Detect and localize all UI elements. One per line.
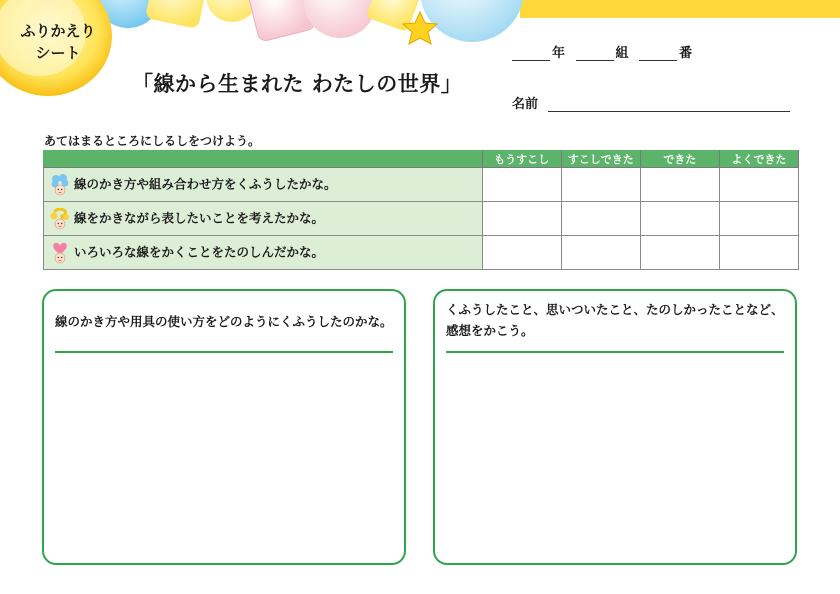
pink-heart-character-icon <box>50 242 70 264</box>
badge-line-2: シート <box>35 44 81 62</box>
badge-line-1: ふりかえり <box>20 22 96 40</box>
rating-cell[interactable] <box>561 168 640 202</box>
prompt-line: 線のかき方や用具の使い方をどのようにくふうしたのかな。 <box>55 314 393 329</box>
class-field[interactable] <box>576 45 614 61</box>
grade-class-number-row <box>512 42 698 61</box>
number-label: 番 <box>679 46 693 61</box>
name-field[interactable] <box>548 100 790 112</box>
reflection-prompt-technique <box>55 311 393 332</box>
question-3 <box>44 236 483 270</box>
header-blank-cell <box>44 151 483 168</box>
deco-sky-circle <box>420 0 524 42</box>
rating-cell[interactable] <box>719 202 798 236</box>
question-row-2 <box>44 202 799 236</box>
question-3-text: いろいろな線をかくことをたのしんだかな。 <box>74 244 325 259</box>
rating-col-4: よくできた <box>719 151 798 168</box>
yellow-question-character-icon <box>50 208 70 230</box>
question-row-1 <box>44 168 799 202</box>
rating-cell[interactable] <box>719 236 798 270</box>
deco-pink-circle <box>304 0 376 38</box>
rating-cell[interactable] <box>561 236 640 270</box>
class-label: 組 <box>615 46 629 61</box>
rating-cell[interactable] <box>482 202 561 236</box>
prompt-line: 感想をかこう。 <box>446 323 534 338</box>
rating-col-1: もうすこし <box>482 151 561 168</box>
rating-cell[interactable] <box>482 168 561 202</box>
reflection-box-technique[interactable] <box>42 289 406 565</box>
rating-header-row <box>44 151 799 168</box>
rating-cell[interactable] <box>719 168 798 202</box>
rating-cell[interactable] <box>482 236 561 270</box>
question-2 <box>44 202 483 236</box>
blue-character-icon <box>50 174 70 196</box>
name-row <box>512 93 790 112</box>
top-yellow-band <box>520 0 840 18</box>
question-1-text: 線のかき方や組み合わせ方をくふうしたかな。 <box>74 176 337 191</box>
badge-label <box>10 20 106 64</box>
grade-field[interactable] <box>512 45 550 61</box>
rating-cell[interactable] <box>561 202 640 236</box>
reflection-box-impressions[interactable] <box>433 289 797 565</box>
rating-cell[interactable] <box>640 202 719 236</box>
instruction-text: あてはまるところにしるしをつけよう。 <box>44 134 261 148</box>
rating-cell[interactable] <box>640 168 719 202</box>
rating-col-3: できた <box>640 151 719 168</box>
question-row-3 <box>44 236 799 270</box>
question-1 <box>44 168 483 202</box>
name-label: 名前 <box>512 97 539 112</box>
page-title: 「線から生まれた わたしの世界」 <box>132 72 463 96</box>
grade-label: 年 <box>552 46 566 61</box>
prompt-underline <box>446 351 784 353</box>
question-2-text: 線をかきながら表したいことを考えたかな。 <box>74 210 325 225</box>
number-field[interactable] <box>639 45 677 61</box>
reflection-prompt-impressions <box>446 299 784 341</box>
self-check-table <box>43 150 799 270</box>
prompt-line: くふうしたこと、思いついたこと、たのしかったことなど、 <box>446 302 784 317</box>
prompt-underline <box>55 351 393 353</box>
rating-cell[interactable] <box>640 236 719 270</box>
rating-col-2: すこしできた <box>561 151 640 168</box>
deco-yellow-square <box>145 0 209 29</box>
